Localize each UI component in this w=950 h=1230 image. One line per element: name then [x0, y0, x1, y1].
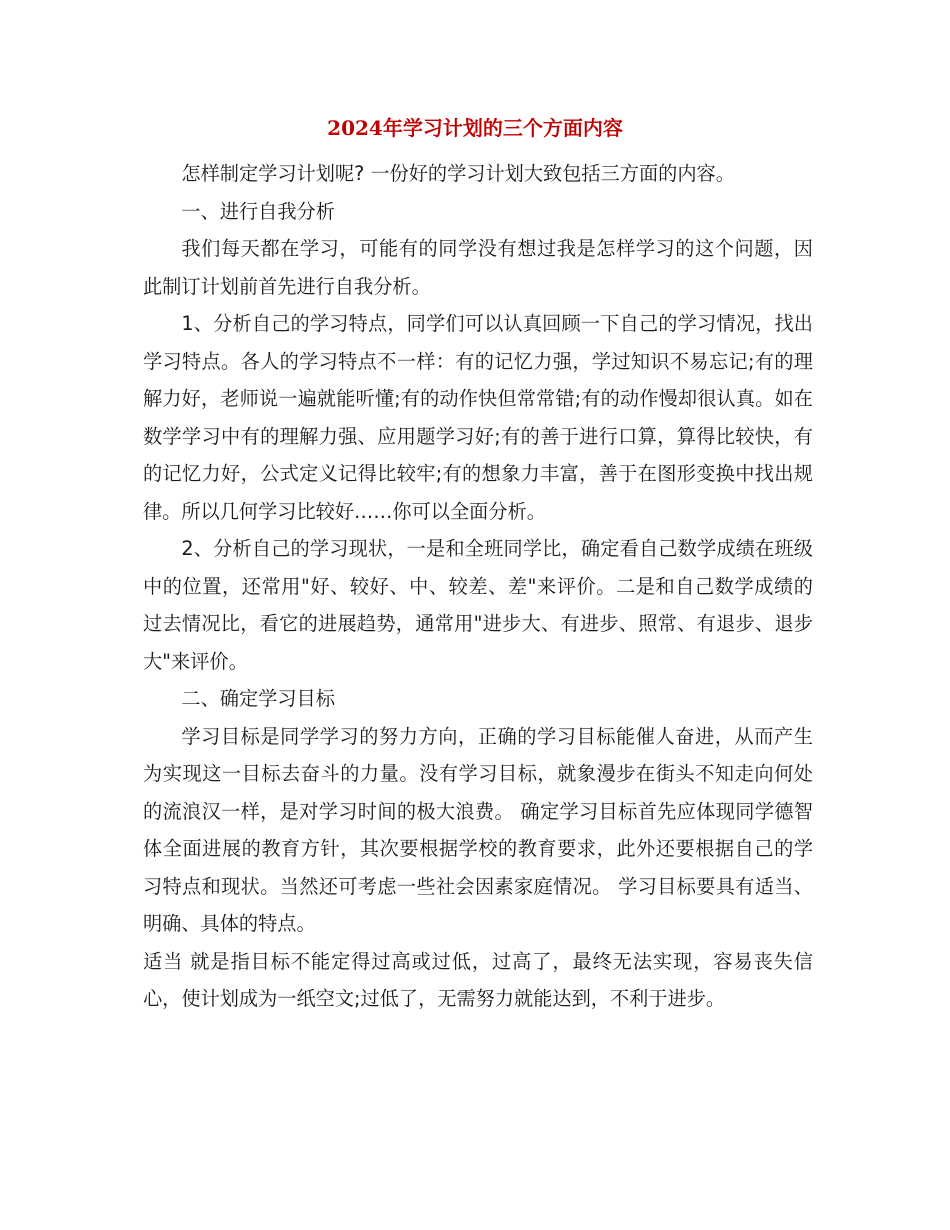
intro-paragraph: 怎样制定学习计划呢? 一份好的学习计划大致包括三方面的内容。 — [181, 162, 735, 185]
learning-status-paragraph: 2、分析自己的学习现状，一是和全班同学比，确定看自己数学成绩在班级中的位置，还常用"好、较好、中、较差、差"来评价。二是和自己数学成绩的过去情况比，看它的进展趋势，通常用"进步大、有进步、照常、有退步、退步大"来评价。 — [143, 537, 813, 673]
document-title: 2024年学习计划的三个方面内容 — [327, 116, 623, 140]
appropriate-goals-paragraph: 适当 就是指目标不能定得过高或过低，过高了，最终无法实现，容易丧失信心，使计划成为一纸空文;过低了，无需努力就能达到，不利于进步。 — [143, 949, 813, 1010]
section-heading-self-analysis: 一、进行自我分析 — [181, 199, 335, 223]
self-analysis-paragraph: 我们每天都在学习，可能有的同学没有想过我是怎样学习的这个问题，因此制订计划前首先进行自我分析。 — [143, 237, 813, 298]
document-body — [143, 155, 813, 1018]
section-heading-goals: 二、确定学习目标 — [181, 687, 335, 710]
goals-paragraph: 学习目标是同学学习的努力方向，正确的学习目标能催人奋进，从而产生为实现这一目标去奋斗的力量。没有学习目标，就象漫步在街头不知走向何处的流浪汉一样，是对学习时间的极大浪费。 确定学习目标首先应体现同学德智体全面进展的教育方针，其次要根据学校的教育要求，此外还要根据自己的学习特点和现状。当然还可考虑一些社会因素家庭情况。 学习目标要具有适当、明确、具体的特点。 — [143, 724, 813, 935]
learning-traits-paragraph: 1、分析自己的学习特点，同学们可以认真回顾一下自己的学习情况，找出学习特点。各人的学习特点不一样：有的记忆力强，学过知识不易忘记;有的理解力好，老师说一遍就能听懂;有的动作快但常常错;有的动作慢却很认真。如在数学学习中有的理解力强、应用题学习好;有的善于进行口算，算得比较快，有的记忆力好，公式定义记得比较牢;有的想象力丰富，善于在图形变换中找出规律。所以几何学习比较好……你可以全面分析。 — [143, 312, 813, 523]
